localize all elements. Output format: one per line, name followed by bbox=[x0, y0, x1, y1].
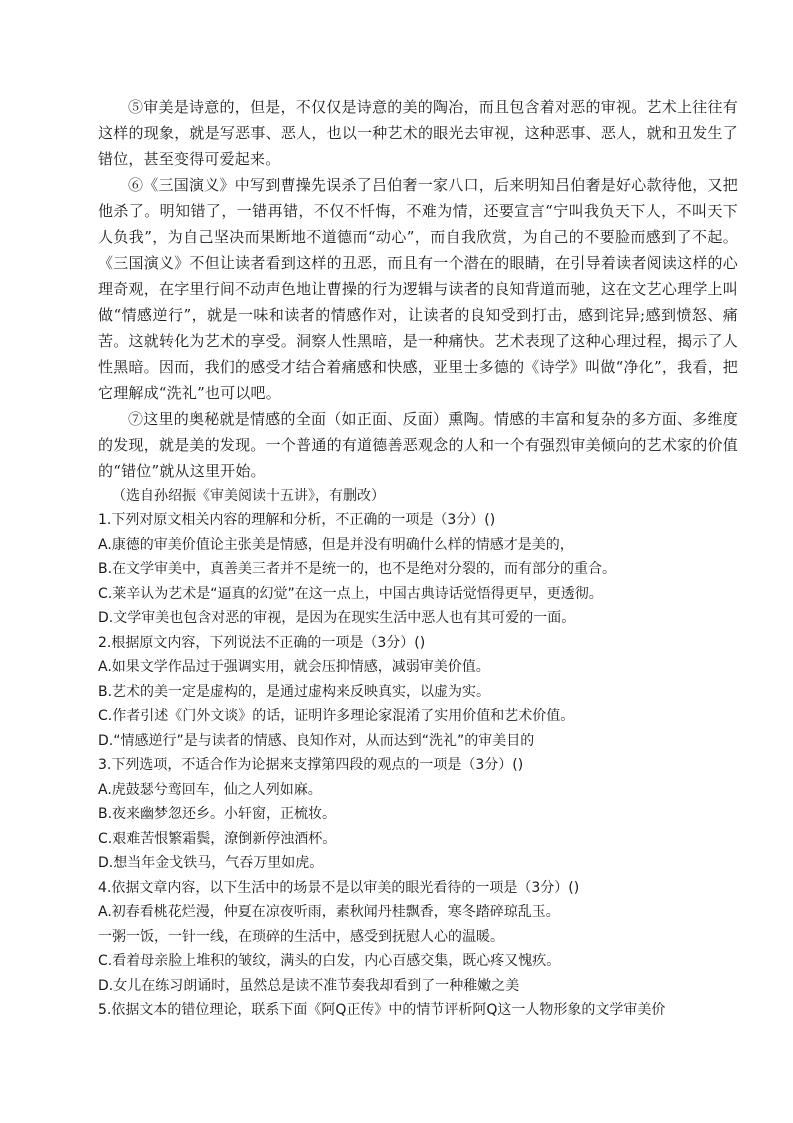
option-d: D.女儿在练习朗诵时，虽然总是读不准节奏我却看到了一种稚嫩之美 bbox=[98, 977, 520, 994]
option-a: A.虎鼓瑟兮鸾回车，仙之人列如麻。 bbox=[98, 781, 322, 798]
option-d: D.“情感逆行”是与读者的情感、良知作对，从而达到“洗礼”的审美目的 bbox=[98, 732, 535, 749]
question-1 bbox=[98, 508, 738, 631]
option-a: A.如果文学作品过于强调实用，就会压抑情感，减弱审美价值。 bbox=[98, 659, 490, 675]
question-stem: 5.依据文本的错位理论，联系下面《阿Q正传》中的情节评析阿Q这一人物形象的文学审美价 bbox=[98, 1002, 666, 1018]
source-citation: （选自孙绍振《审美阅读十五讲》，有删改） bbox=[112, 488, 385, 504]
paragraph-7: ⑦这里的奥秘就是情感的全面（如正面、反面）熏陶。情感的丰富和复杂的多方面、多维度的发现，就是美的发现。一个普通的有道德善恶观念的人和一个有强烈审美倾向的艺术家的价值的“错位”就从这里开始。 bbox=[98, 410, 738, 480]
question-stem: 2.根据原文内容，下列说法不正确的一项是（3分）() bbox=[98, 634, 426, 651]
question-stem: 4.依据文章内容，以下生活中的场景不是以审美的眼光看待的一项是（3分）() bbox=[98, 879, 580, 896]
question-2 bbox=[98, 631, 738, 754]
paragraph-6: ⑥《三国演义》中写到曹操先误杀了吕伯奢一家八口，后来明知吕伯奢是好心款待他，又把他杀了。明知错了，一错再错，不仅不忏悔，不难为情，还要宣言“宁叫我负天下人，不叫天下人负我”，为自己坚决而果断地不道德而“动心”，而自我欣赏，为自己的不要脸而感到了不起。《三国演义》不但让读者看到这样的丑恶，而且有一个潜在的眼睛，在引导着读者阅读这样的心理奇观，在字里行间不动声色地让曹操的行为逻辑与读者的良知背道而驰，这在文艺心理学上叫做“情感逆行”，就是一味和读者的情感作对，让读者的良知受到打击，感到诧异;感到愤怒、痛苦。这就转化为艺术的享受。洞察人性黑暗，是一种痛快。艺术表现了这种心理过程，揭示了人性黑暗。因而，我们的感受才结合着痛感和快感，亚里士多德的《诗学》叫做“净化”，我看，把它理解成“洗礼”也可以吧。 bbox=[98, 176, 738, 402]
option-b: 一粥一饭，一针一线，在琐碎的生活中，感受到抚慰人心的温暖。 bbox=[98, 928, 504, 945]
option-a: A.康德的审美价值论主张美是情感，但是并没有明确什么样的情感才是美的， bbox=[98, 536, 574, 553]
paragraph-5: ⑤审美是诗意的，但是，不仅仅是诗意的美的陶冶，而且包含着对恶的审视。艺术上往往有这样的现象，就是写恶事、恶人，也以一种艺术的眼光去审视，这种恶事、恶人，就和丑发生了错位，甚至变得可爱起来。 bbox=[98, 98, 738, 168]
question-stem: 3.下列选项，不适合作为论据来支撑第四段的观点的一项是（3分）() bbox=[98, 757, 524, 773]
option-a: A.初春看桃花烂漫，仲夏在凉夜听雨，素秋闻丹桂飘香，寒冬踏碎琼乱玉。 bbox=[98, 904, 560, 920]
question-4 bbox=[98, 876, 738, 999]
question-5 bbox=[98, 998, 738, 1023]
option-c: C.看着母亲脸上堆积的皱纹，满头的白发，内心百感交集，既心疼又愧疚。 bbox=[98, 953, 561, 969]
document-page bbox=[98, 94, 738, 1023]
option-c: C.艰难苦恨繁霜鬓，潦倒新停浊酒杯。 bbox=[98, 830, 337, 847]
option-d: D.想当年金戈铁马，气吞万里如虎。 bbox=[98, 855, 324, 871]
option-b: B.夜来幽梦忽还乡。小轩窗，正梳妆。 bbox=[98, 806, 337, 822]
question-stem: 1.下列对原文相关内容的理解和分析，不正确的一项是（3分）() bbox=[98, 512, 496, 528]
option-c: C.莱辛认为艺术是“逼真的幻觉”在这一点上，中国古典诗话觉悟得更早，更透彻。 bbox=[98, 585, 603, 602]
option-b: B.在文学审美中，真善美三者并不是统一的，也不是绝对分裂的，而有部分的重合。 bbox=[98, 561, 617, 577]
option-c: C.作者引述《门外文谈》的话，证明许多理论家混淆了实用价值和艺术价值。 bbox=[98, 708, 575, 724]
option-d: D.文学审美也包含对恶的审视，是因为在现实生活中恶人也有其可爱的一面。 bbox=[98, 610, 576, 626]
question-3 bbox=[98, 753, 738, 876]
option-b: B.艺术的美一定是虚构的，是通过虚构来反映真实，以虚为实。 bbox=[98, 683, 491, 700]
